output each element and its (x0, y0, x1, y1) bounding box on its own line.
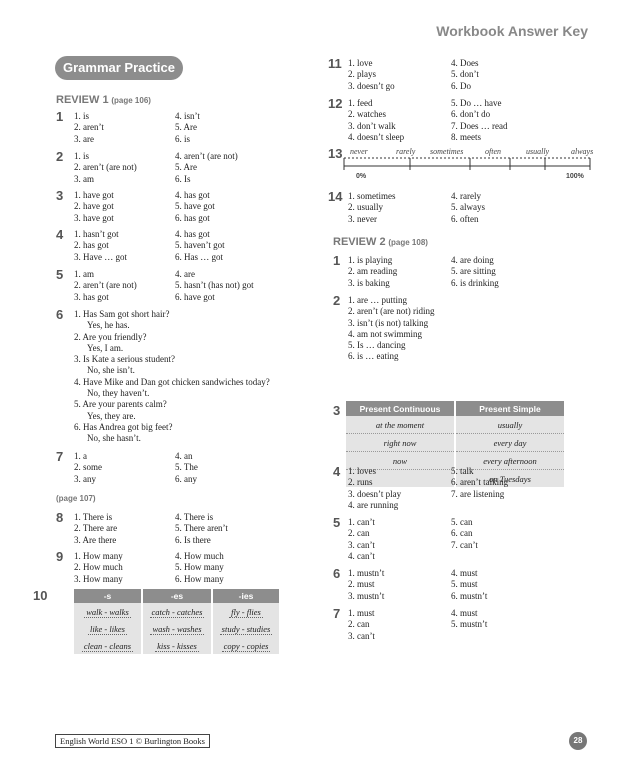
answer-item: 5. hasn’t (has not) got (175, 280, 254, 291)
answer-item: 3. isn’t (is not) talking (348, 317, 429, 328)
answer-item: 3. have got (74, 212, 114, 223)
exercise-number: 11 (328, 56, 342, 71)
answer: No, she hasn’t. (87, 433, 141, 444)
scale-word: always (571, 147, 594, 156)
table-cell: wash - washes (142, 620, 212, 637)
scale-line-graphic (340, 150, 595, 174)
question: 6. Has Andrea got big feet? (74, 421, 173, 432)
answer-item: 3. doesn’t play (348, 488, 402, 499)
answer-item: 4. has got (175, 190, 210, 200)
answer-item: 4. are running (348, 499, 399, 510)
answer-item: 1. is (74, 151, 90, 161)
answer-item: 1. feed (348, 98, 373, 108)
column-header: -ies (212, 589, 279, 603)
review-1-page: (page 106) (111, 96, 151, 105)
answer-item: 4. has got (175, 229, 210, 239)
answer-item: 6. Do (451, 80, 471, 91)
answer-item: 5. Do … have (451, 98, 502, 108)
review-2-exercise-3-number: 3 (333, 403, 341, 418)
grammar-practice-badge: Grammar Practice (55, 56, 183, 80)
answer-item: 2. plays (348, 69, 376, 80)
question: 4. Have Mike and Dan got chicken sandwiches today? (74, 376, 270, 387)
answer-item: 1. There is (74, 512, 113, 522)
answer-item: 7. are listening (451, 488, 505, 499)
exercise-number: 6 (333, 566, 341, 581)
table-cell: study - studies (212, 620, 279, 637)
table-cell: every day (455, 434, 564, 452)
table-cell: kiss - kisses (142, 637, 212, 654)
answer-item: 7. can’t (451, 539, 478, 550)
answer-item: 4. can’t (348, 550, 375, 561)
answer-item: 4. must (451, 608, 478, 618)
answer-item: 1. can’t (348, 517, 375, 527)
answer-item: 5. Is … dancing (348, 340, 406, 351)
page-number: 28 (569, 732, 587, 750)
scale-word: rarely (396, 147, 416, 156)
review-1-heading (56, 94, 151, 106)
review-1-label: REVIEW 1 (56, 94, 109, 106)
scale-word: usually (526, 147, 550, 156)
exercise-10-number: 10 (33, 588, 48, 603)
answer-item: 2. have got (74, 201, 114, 212)
answer-item: 4. rarely (451, 191, 481, 201)
table-cell: usually (455, 416, 564, 434)
exercise-number: 7 (333, 606, 341, 621)
table-cell: every afternoon (455, 452, 564, 470)
answer-item: 1. loves (348, 466, 376, 476)
answer-item: 5. are sitting (451, 266, 496, 277)
answer-item: 3. Are there (74, 534, 117, 545)
answer-item: 1. hasn’t got (74, 229, 119, 239)
scale-word: often (485, 147, 501, 156)
scale-word: never (350, 147, 368, 156)
answer-item: 2. some (74, 462, 102, 473)
page-header-title: Workbook Answer Key (436, 23, 588, 39)
answer: No, she isn’t. (87, 365, 135, 376)
answer-item: 6. don’t do (451, 109, 491, 120)
answer-item: 2. aren’t (are not) (74, 280, 137, 291)
question: 5. Are your parents calm? (74, 399, 167, 410)
answer-item: 3. never (348, 213, 377, 224)
answer-item: 1. How many (74, 551, 123, 561)
answer-item: 3. is baking (348, 277, 390, 288)
answer-item: 2. am reading (348, 266, 398, 277)
answer-item: 5. How many (175, 562, 224, 573)
answer-item: 1. a (74, 451, 87, 461)
answer-item: 4. aren’t (are not) (175, 151, 238, 161)
answer-item: 7. Does … read (451, 120, 508, 131)
answer-item: 3. can’t (348, 539, 375, 550)
review-2-page: (page 108) (388, 238, 428, 247)
answer-item: 5. don’t (451, 69, 479, 80)
answer-item: 6. mustn’t (451, 590, 488, 601)
answer-item: 3. can’t (348, 630, 375, 641)
answer-item: 3. Have … got (74, 251, 127, 262)
answer-item: 2. watches (348, 109, 386, 120)
table-cell: on Tuesdays (455, 470, 564, 488)
answer-item: 5. haven’t got (175, 240, 225, 251)
answer-item: 1. must (348, 608, 375, 618)
exercise-number: 3 (56, 188, 64, 203)
exercise-number: 8 (56, 510, 64, 525)
answer-item: 2. can (348, 619, 370, 630)
answer-item: 3. doesn’t go (348, 80, 395, 91)
answer-item: 6. Has … got (175, 251, 223, 262)
answer-item: 3. any (74, 473, 96, 484)
answer-item: 5. Are (175, 122, 197, 133)
exercise-number: 1 (333, 253, 341, 268)
answer-item: 1. is playing (348, 255, 393, 265)
exercise-number: 12 (328, 96, 343, 111)
answer-item: 6. often (451, 213, 479, 224)
review-2-heading (333, 236, 428, 248)
exercise-number: 2 (56, 149, 64, 164)
answer-item: 6. can (451, 528, 473, 539)
table-cell: fly - flies (212, 603, 279, 620)
table-cell: copy - copies (212, 637, 279, 654)
answer-item: 6. is … eating (348, 351, 399, 362)
exercise-number: 6 (56, 307, 64, 322)
answer-item: 3. mustn’t (348, 590, 385, 601)
exercise-number: 4 (333, 464, 341, 479)
answer-item: 5. There aren’t (175, 523, 228, 534)
answer-item: 2. aren’t (are not) riding (348, 306, 435, 317)
answer-item: 2. usually (348, 202, 383, 213)
answer-item: 4. are doing (451, 255, 494, 265)
answer-item: 4. are (175, 269, 195, 279)
exercise-number: 2 (333, 293, 341, 308)
answer-item: 2. must (348, 579, 375, 590)
answer-item: 4. Does (451, 58, 479, 68)
answer-item: 4. am not swimming (348, 328, 422, 339)
exercise-number: 9 (56, 549, 64, 564)
answer-item: 4. doesn’t sleep (348, 131, 405, 142)
question: 1. Has Sam got short hair? (74, 309, 170, 319)
answer-item: 6. Is (175, 173, 191, 184)
table-cell: like - likes (74, 620, 142, 637)
table-cell: clean - cleans (74, 637, 142, 654)
answer-item: 6. have got (175, 291, 215, 302)
review-2-label: REVIEW 2 (333, 236, 386, 248)
answer-item: 2. How much (74, 562, 123, 573)
answer-item: 4. How much (175, 551, 224, 561)
column-header: Present Simple (455, 401, 564, 416)
answer-item: 4. must (451, 568, 478, 578)
answer-item: 1. are … putting (348, 295, 407, 305)
answer-item: 3. are (74, 133, 94, 144)
answer-item: 1. mustn’t (348, 568, 385, 578)
answer-item: 2. has got (74, 240, 109, 251)
answer-item: 6. has got (175, 212, 210, 223)
answer-item: 1. am (74, 269, 94, 279)
scale-word: sometimes (430, 147, 464, 156)
exercise-number: 5 (333, 515, 341, 530)
answer: Yes, he has. (87, 320, 130, 331)
answer-item: 6. is drinking (451, 277, 499, 288)
exercise-number: 1 (56, 109, 64, 124)
answer-item: 3. don’t walk (348, 120, 396, 131)
answer-item: 6. is (175, 133, 191, 144)
column-header: -es (142, 589, 212, 603)
answer-item: 5. Are (175, 162, 197, 173)
answer-item: 6. Is there (175, 534, 211, 545)
answer-item: 8. meets (451, 131, 481, 142)
answer-item: 6. aren’t talking (451, 477, 509, 488)
answer: No, they haven’t. (87, 388, 150, 399)
answer-item: 4. There is (175, 512, 214, 522)
answer-item: 6. any (175, 473, 197, 484)
answer-item: 1. sometimes (348, 191, 396, 201)
answer-item: 6. How many (175, 573, 224, 584)
answer-item: 2. There are (74, 523, 118, 534)
answer-item: 5. have got (175, 201, 215, 212)
page-107-label: (page 107) (56, 494, 96, 503)
exercise-13-number: 13 (328, 146, 343, 161)
answer-item: 3. am (74, 173, 94, 184)
exercise-number: 4 (56, 227, 64, 242)
table-cell: now (346, 452, 455, 470)
table-cell: right now (346, 434, 455, 452)
answer-item: 5. always (451, 202, 485, 213)
answer-item: 5. must (451, 579, 478, 590)
answer-item: 1. is (74, 111, 90, 121)
answer-item: 5. The (175, 462, 198, 473)
column-header: -s (74, 589, 142, 603)
answer-item: 2. aren’t (are not) (74, 162, 137, 173)
answer-item: 1. have got (74, 190, 114, 200)
table-cell: catch - catches (142, 603, 212, 620)
scale-max: 100% (566, 173, 584, 180)
exercise-number: 5 (56, 267, 64, 282)
column-header: Present Continuous (346, 401, 455, 416)
answer: Yes, I am. (87, 342, 124, 353)
exercise-number: 7 (56, 449, 64, 464)
table-cell: at the moment (346, 416, 455, 434)
answer-item: 2. runs (348, 477, 373, 488)
answer-item: 2. aren’t (74, 122, 104, 133)
answer-item: 1. love (348, 58, 373, 68)
answer-item: 2. can (348, 528, 370, 539)
answer-item: 3. has got (74, 291, 109, 302)
scale-min: 0% (356, 173, 367, 180)
answer-item: 4. isn’t (175, 111, 200, 121)
answer-item: 5. can (451, 517, 473, 527)
answer-item: 4. an (175, 451, 193, 461)
footer-credit: English World ESO 1 © Burlington Books (55, 734, 210, 748)
question: 2. Are you friendly? (74, 331, 147, 342)
answer-item: 3. How many (74, 573, 123, 584)
table-cell: walk - walks (74, 603, 142, 620)
answer: Yes, they are. (87, 410, 136, 421)
question: 3. Is Kate a serious student? (74, 354, 175, 365)
answer-item: 5. mustn’t (451, 619, 488, 630)
exercise-10-table (74, 589, 279, 654)
exercise-number: 14 (328, 189, 343, 204)
answer-item: 5. talk (451, 466, 474, 476)
